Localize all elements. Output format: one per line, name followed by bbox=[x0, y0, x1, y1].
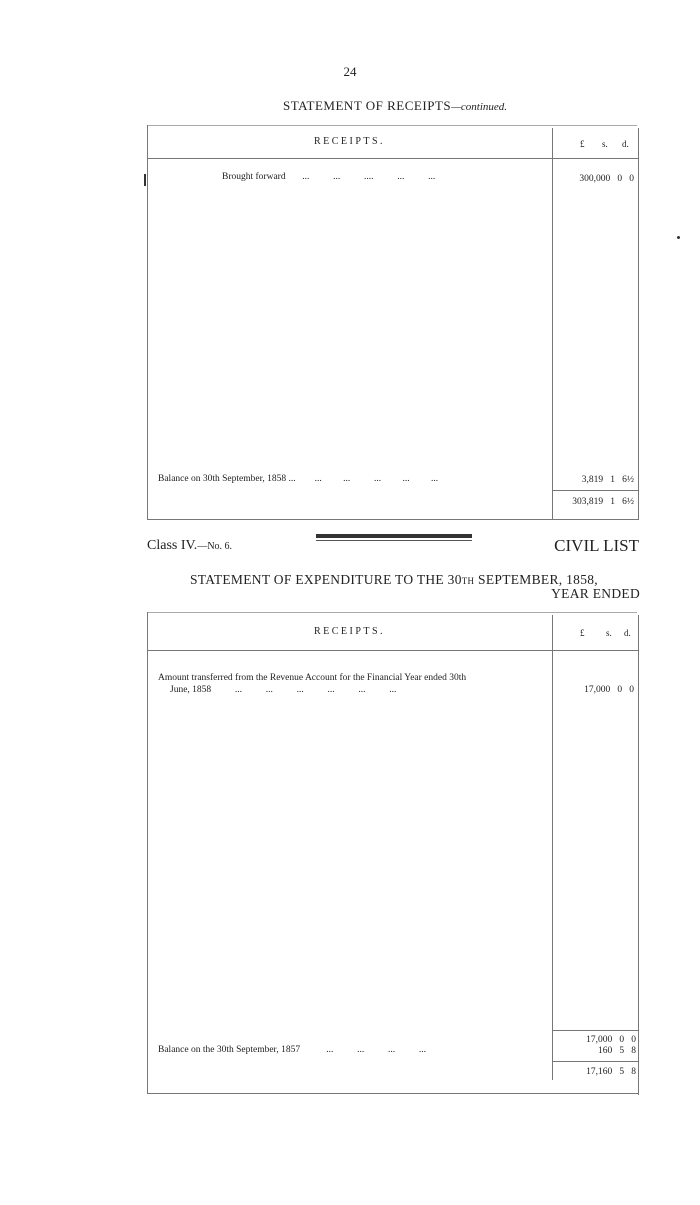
table1-col-pence: d. bbox=[622, 139, 629, 149]
statement-receipts-title bbox=[0, 98, 700, 114]
table2-amount-transfer: 17,000 0 0 bbox=[584, 685, 634, 695]
statement2-title-year-ended: YEAR ENDED bbox=[551, 586, 640, 601]
table2-col-shillings: s. bbox=[606, 628, 612, 638]
statement-title-text: STATEMENT OF RECEIPTS bbox=[282, 98, 452, 113]
table1-amount-divider bbox=[552, 128, 553, 520]
table1-header-rule bbox=[147, 158, 638, 159]
statement2-title-b: SEPTEMBER, 1858, bbox=[474, 572, 598, 587]
table2-col-pence: d. bbox=[624, 628, 631, 638]
table1-row-balance: Balance on 30th September, 1858 ... ... ... ... ... ... bbox=[158, 474, 439, 484]
table2-header-rule bbox=[147, 650, 638, 651]
table1-row-brought-forward: Brought forward ... ... .... ... ... bbox=[222, 172, 436, 182]
table2-row-transfer-line1: Amount transferred from the Revenue Account for the Financial Year ended 30th bbox=[158, 673, 467, 683]
table1-right-border bbox=[638, 128, 639, 520]
table2-bottom-rule bbox=[147, 1093, 638, 1094]
civil-list-title: CIVIL LIST bbox=[554, 536, 639, 555]
class-label-text: Class IV. bbox=[147, 538, 198, 553]
class-number: —No. 6. bbox=[197, 541, 233, 552]
table2-col-receipts: RECEIPTS. bbox=[313, 626, 386, 637]
statement-expenditure-title bbox=[190, 572, 598, 588]
table1-col-pound: £ bbox=[580, 139, 585, 149]
table2-amount-total: 17,160 5 8 bbox=[586, 1067, 636, 1077]
table1-amount-balance: 3,819 1 6½ bbox=[581, 475, 634, 485]
page-number: 24 bbox=[343, 64, 357, 79]
table2-amount-subtotal: 17,000 0 0 bbox=[586, 1035, 636, 1045]
class-label bbox=[147, 538, 232, 554]
table2-row-balance: Balance on the 30th September, 1857 ... ... ... ... bbox=[158, 1045, 426, 1055]
table2-right-border bbox=[638, 615, 639, 1095]
table2-col-pound: £ bbox=[580, 628, 585, 638]
table1-left-border bbox=[147, 125, 148, 520]
statement2-title-th: TH bbox=[461, 576, 475, 586]
section-divider-rule bbox=[316, 534, 472, 538]
table1-amount-total: 303,819 1 6½ bbox=[572, 497, 634, 507]
table2-subtotal-rule bbox=[552, 1030, 638, 1031]
table1-amount-brought-forward: 300,000 0 0 bbox=[579, 174, 634, 184]
table2-row-transfer-line2: June, 1858 ... ... ... ... ... ... bbox=[170, 685, 397, 695]
table1-col-receipts: RECEIPTS. bbox=[313, 136, 386, 147]
table2-top-rule bbox=[147, 612, 637, 613]
table1-top-rule bbox=[147, 125, 637, 126]
table1-bottom-rule bbox=[147, 519, 638, 520]
statement-title-suffix: —continued. bbox=[451, 101, 508, 113]
table2-left-border bbox=[147, 612, 148, 1094]
statement2-title-a: STATEMENT OF EXPENDITURE TO THE 30 bbox=[190, 572, 462, 587]
print-speck bbox=[677, 236, 680, 239]
table1-col-shillings: s. bbox=[602, 139, 608, 149]
table2-total-rule bbox=[552, 1061, 638, 1062]
print-mark bbox=[144, 174, 146, 186]
table2-amount-balance: 160 5 8 bbox=[598, 1046, 636, 1056]
section-divider-rule-thin bbox=[316, 540, 472, 541]
table1-total-rule bbox=[552, 490, 638, 491]
